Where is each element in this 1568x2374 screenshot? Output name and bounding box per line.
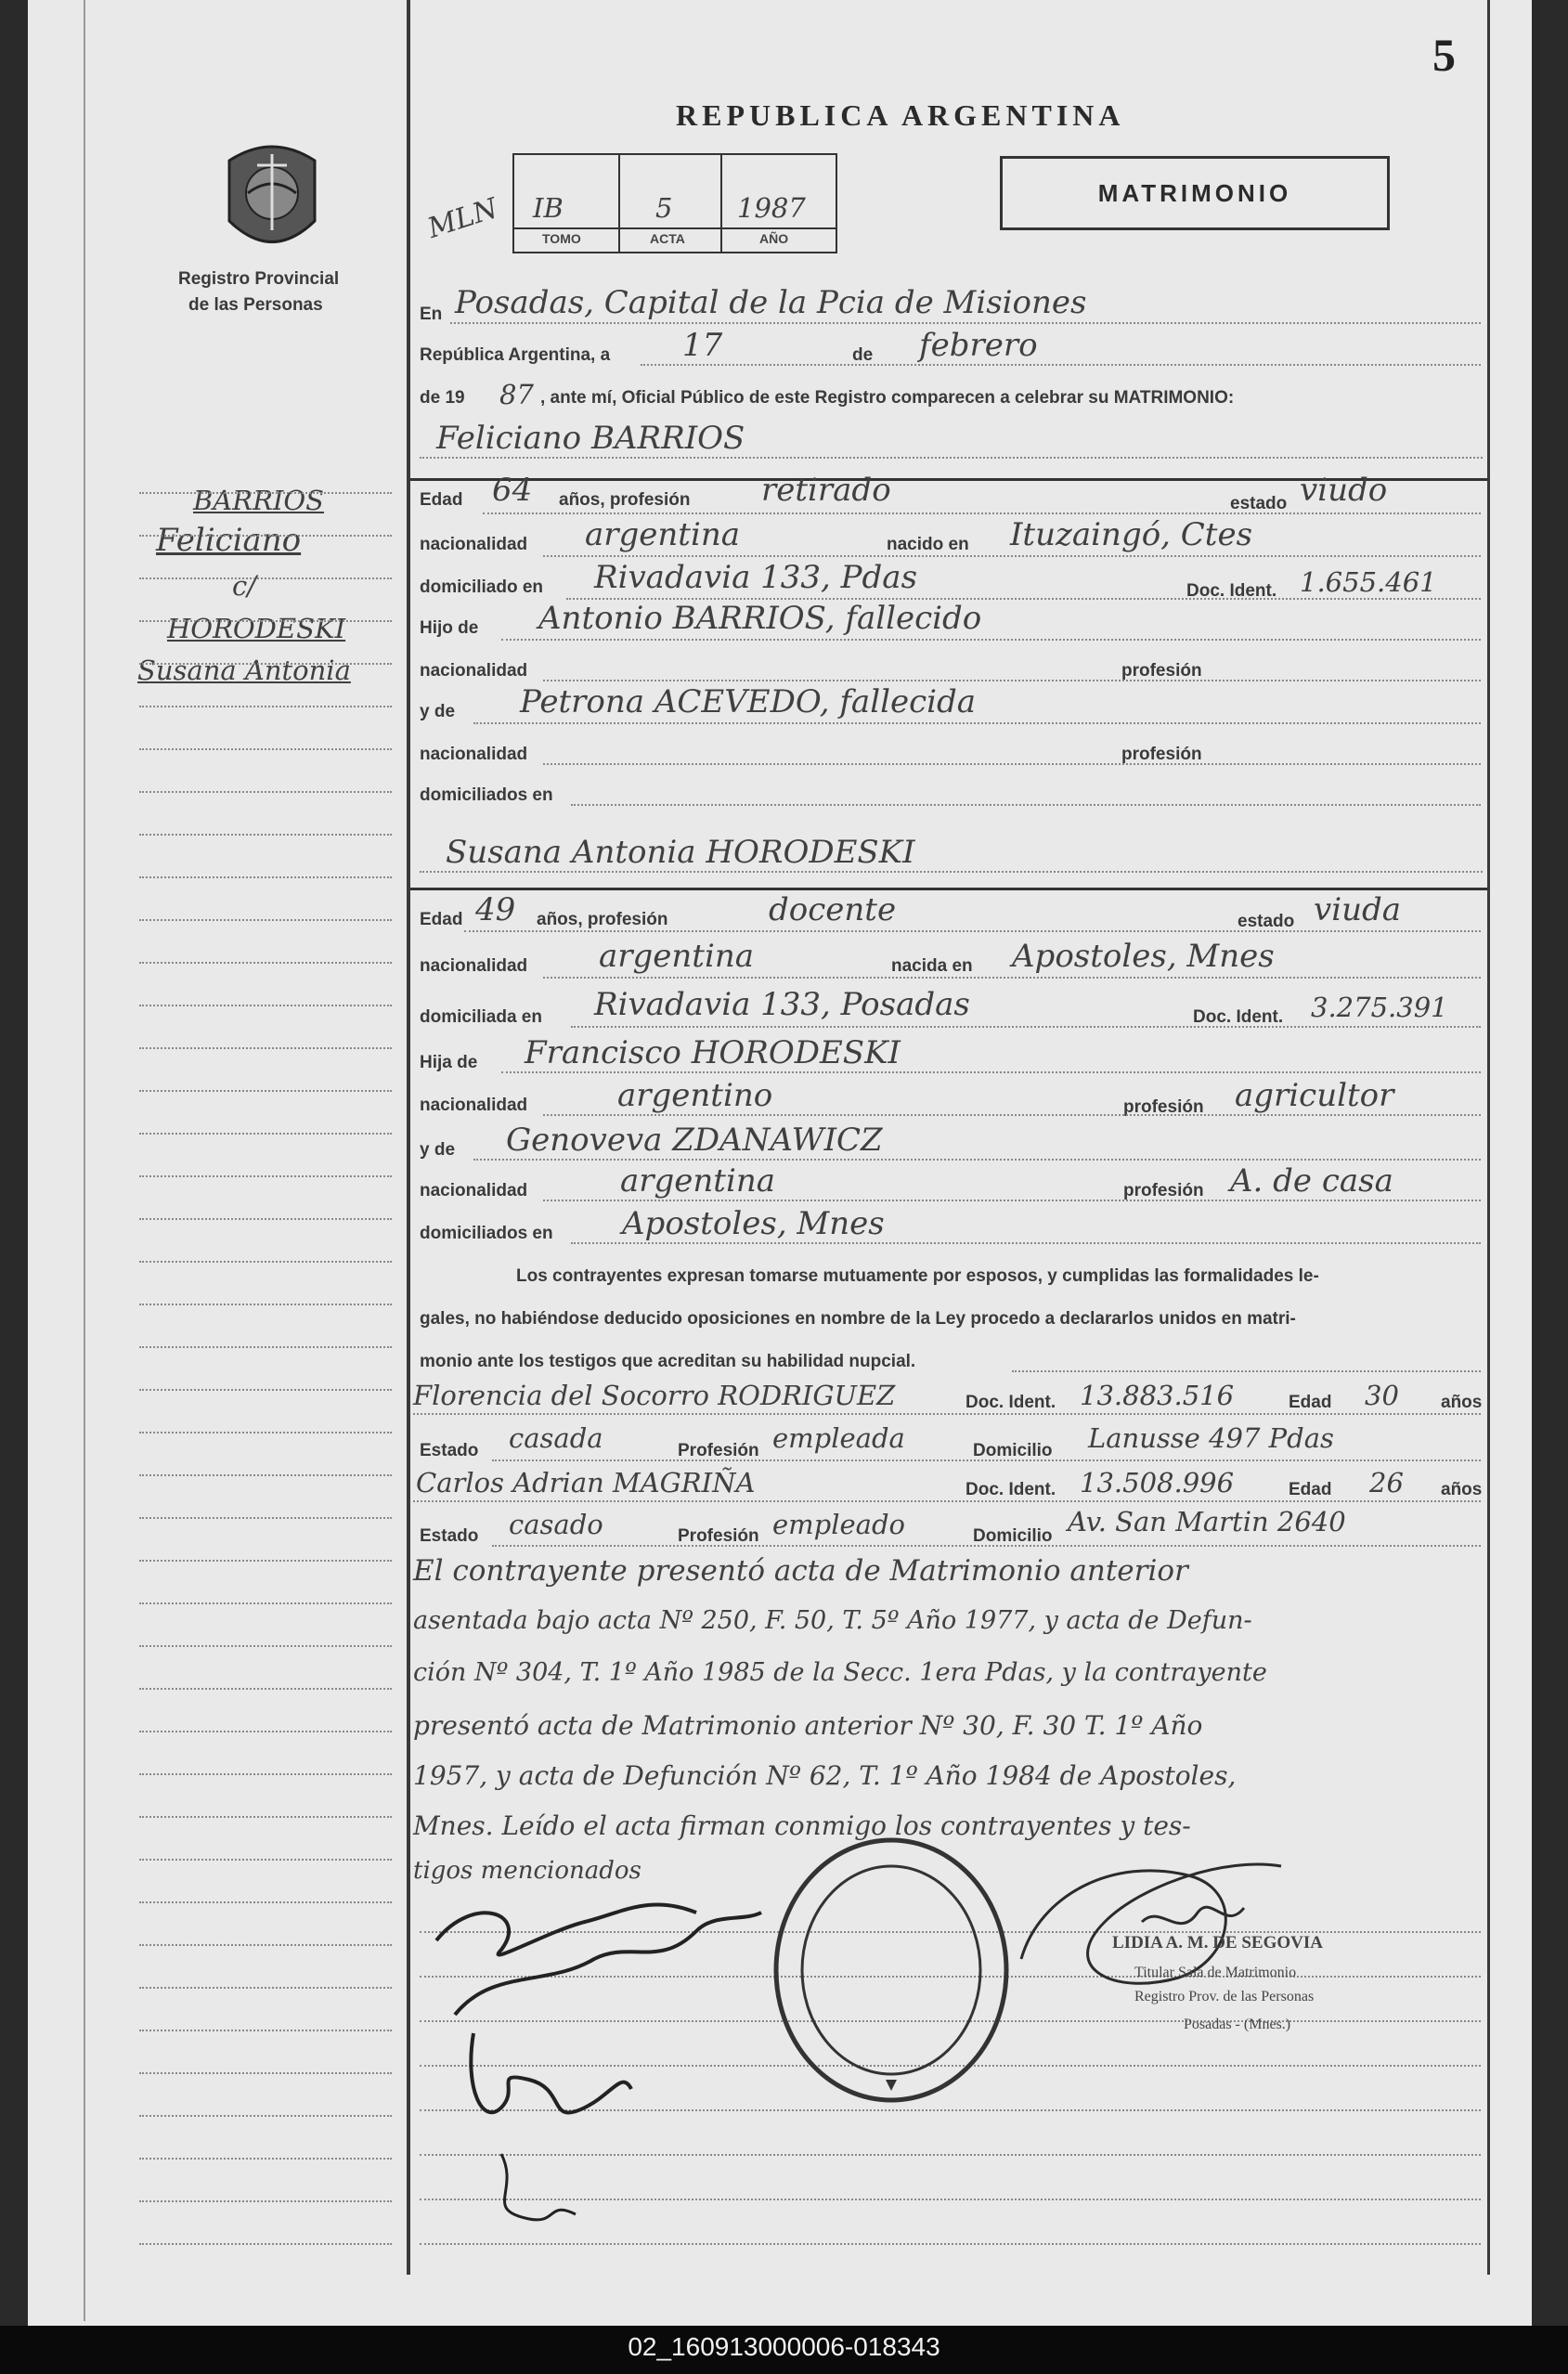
footer-id: 02_160913000006-018343 [628, 2332, 940, 2361]
witness2-edad-label: Edad [1289, 1480, 1332, 1499]
bride-domiciliados-label: domiciliados en [420, 1224, 553, 1243]
margin-ruled-line [139, 2243, 392, 2245]
witness2-anos-label: años [1441, 1480, 1483, 1499]
bride-padre-prof: agricultor [1235, 1077, 1394, 1114]
witness1-prof-label: Profesión [678, 1441, 759, 1460]
margin-ruled-line [139, 577, 392, 579]
bride-edad: 49 [475, 891, 516, 928]
margin-ruled-line [139, 2030, 392, 2031]
note-line-6: Mnes. Leído el acta firman conmigo los contrayentes y tes- [413, 1810, 1191, 1841]
margin-ruled-line [139, 1944, 392, 1946]
note-line-5: 1957, y acta de Defunción Nº 62, T. 1º Año 1984 de Apostoles, [413, 1760, 1237, 1791]
margin-ruled-line [139, 1517, 392, 1519]
groom-prof-label: años, profesión [559, 490, 691, 510]
margin-ruled-line [139, 962, 392, 964]
margin-ruled-line [139, 1261, 392, 1263]
margin-ruled-line [139, 1816, 392, 1818]
margin-ruled-line [139, 1987, 392, 1989]
bride-padre-nac-label: nacionalidad [420, 1096, 528, 1115]
intro-year-prefix: de 19 [420, 388, 465, 408]
tomo-label: TOMO [542, 231, 581, 246]
bride-hija-label: Hija de [420, 1053, 478, 1072]
margin-ruled-line [139, 1133, 392, 1135]
margin-ruled-line [139, 1560, 392, 1562]
margin-ruled-line [139, 706, 392, 707]
margin-ruled-line [139, 1602, 392, 1604]
witness2-estado: casado [509, 1509, 603, 1540]
witness2-estado-label: Estado [420, 1526, 479, 1546]
anio-label: AÑO [759, 231, 789, 246]
margin-ruled-line [139, 1047, 392, 1049]
groom-name: Feliciano BARRIOS [436, 420, 745, 457]
margin-ruled-line [139, 1218, 392, 1220]
declaration-line-2: gales, no habiéndose deducido oposiciones en nombre de la Ley procedo a declararlos unidos en matri- [420, 1309, 1296, 1329]
bride-nacionalidad: argentina [599, 938, 755, 975]
margin-ruled-line [139, 1090, 392, 1092]
note-line-2: asentada bajo acta Nº 250, F. 50, T. 5º Año 1977, y acta de Defun- [413, 1606, 1252, 1635]
margin-ruled-line [139, 1688, 392, 1690]
margin-ruled-line [139, 2200, 392, 2202]
bride-doc: 3.275.391 [1311, 992, 1448, 1023]
bride-name: Susana Antonia HORODESKI [446, 834, 915, 871]
margin-ruled-line [139, 876, 392, 878]
margin-note-5: Susana Antonia [137, 655, 351, 686]
bride-yde-label: y de [420, 1140, 456, 1160]
bride-profesion: docente [769, 891, 897, 928]
witness1-doc-label: Doc. Ident. [965, 1393, 1056, 1412]
groom-madre-nac-label: nacionalidad [420, 745, 528, 764]
intro-de-label: de [852, 345, 874, 365]
margin-ruled-line [139, 1731, 392, 1732]
margin-ruled-line [139, 1859, 392, 1861]
groom-nac-label: nacionalidad [420, 535, 528, 554]
witness2-doc-label: Doc. Ident. [965, 1480, 1056, 1499]
groom-estado-label: estado [1230, 494, 1288, 513]
witness2-edad: 26 [1369, 1467, 1404, 1498]
intro-year-suffix: 87 [499, 379, 534, 410]
witness1-dom-label: Domicilio [973, 1441, 1053, 1460]
note-line-3: ción Nº 304, T. 1º Año 1985 de la Secc. 1era Pdas, y la contrayente [413, 1658, 1267, 1687]
bride-nac-label: nacionalidad [420, 956, 528, 976]
margin-ruled-line [139, 1304, 392, 1305]
bride-doc-label: Doc. Ident. [1193, 1007, 1284, 1027]
note-line-4: presentó acta de Matrimonio anterior Nº 30, F. 30 T. 1º Año [413, 1710, 1203, 1741]
bride-madre-prof: A. de casa [1230, 1162, 1393, 1200]
acta-value: 5 [655, 192, 673, 224]
witness1-edad-label: Edad [1289, 1393, 1332, 1412]
groom-profesion: retirado [761, 472, 891, 509]
bride-madre-nac: argentina [620, 1162, 776, 1200]
anio-value: 1987 [737, 192, 806, 224]
witness1-domicilio: Lanusse 497 Pdas [1088, 1422, 1334, 1454]
intro-text: , ante mí, Oficial Público de este Registro comparecen a celebrar su MATRIMONIO: [540, 388, 1235, 408]
bride-padre-nac: argentino [617, 1077, 773, 1114]
tomo-value: IB [533, 192, 564, 224]
margin-ruled-line [139, 535, 392, 537]
intro-day: 17 [682, 327, 723, 364]
margin-ruled-line [139, 1645, 392, 1647]
groom-yde-label: y de [420, 702, 456, 721]
declaration-line-1: Los contrayentes expresan tomarse mutuamente por esposos, y cumplidas las formalidades le- [516, 1266, 1319, 1286]
bride-madre: Genoveva ZDANAWICZ [506, 1122, 883, 1159]
groom-padre: Antonio BARRIOS, fallecido [538, 600, 982, 637]
groom-padre-prof-label: profesión [1121, 661, 1202, 681]
margin-ruled-line [139, 1389, 392, 1391]
official-stamp [769, 1831, 1015, 2109]
groom-nacido: Ituzaingó, Ctes [1010, 516, 1253, 553]
groom-madre: Petrona ACEVEDO, fallecida [520, 683, 977, 720]
record-type-label: MATRIMONIO [1097, 179, 1292, 207]
margin-ruled-line [139, 1474, 392, 1476]
witness1-doc: 13.883.516 [1080, 1380, 1235, 1411]
margin-note-1: BARRIOS [193, 485, 325, 516]
groom-domicilio: Rivadavia 133, Pdas [594, 559, 918, 596]
page-edge-shadow [84, 0, 85, 2321]
bride-nacida: Apostoles, Mnes [1012, 938, 1275, 975]
margin-ruled-line [139, 1346, 392, 1348]
bride-edad-label: Edad [420, 910, 463, 929]
margin-ruled-line [139, 748, 392, 750]
margin-ruled-line [139, 620, 392, 622]
witness1-profesion: empleada [772, 1422, 905, 1454]
witness1-estado: casada [509, 1422, 603, 1454]
margin-ruled-line [139, 2115, 392, 2117]
margin-ruled-line [139, 492, 392, 494]
right-frame-rule [1487, 0, 1490, 2275]
record-type-box [1000, 156, 1390, 230]
margin-ruled-line [139, 2072, 392, 2074]
margin-ruled-line [139, 1175, 392, 1177]
groom-estado: viudo [1300, 472, 1388, 509]
margin-note-3: c/ [232, 570, 257, 602]
note-line-1: El contrayente presentó acta de Matrimonio anterior [413, 1554, 1188, 1588]
margin-ruled-line [139, 2158, 392, 2160]
intro-en-label: En [420, 305, 443, 324]
registry-label-1: Registro Provincial [178, 269, 340, 289]
groom-hijo-label: Hijo de [420, 618, 479, 638]
groom-edad-label: Edad [420, 490, 463, 510]
witness2-domicilio: Av. San Martin 2640 [1068, 1506, 1346, 1537]
bride-madre-prof-label: profesión [1123, 1181, 1204, 1200]
witness1-estado-label: Estado [420, 1441, 479, 1460]
margin-ruled-line [139, 1901, 392, 1903]
bride-estado-label: estado [1238, 912, 1295, 931]
witness2-name: Carlos Adrian MAGRIÑA [416, 1467, 756, 1498]
intro-month: febrero [919, 327, 1038, 364]
officer-line-1: LIDIA A. M. DE SEGOVIA [1112, 1933, 1323, 1952]
bride-signature [446, 2015, 650, 2238]
bride-domicilio: Rivadavia 133, Posadas [594, 986, 970, 1023]
groom-edad: 64 [492, 472, 533, 509]
margin-ruled-line [139, 663, 392, 665]
margin-ruled-line [139, 834, 392, 836]
bride-nacida-label: nacida en [891, 956, 973, 976]
groom-doc-label: Doc. Ident. [1186, 581, 1277, 601]
officer-line-3: Registro Prov. de las Personas [1134, 1989, 1315, 2004]
margin-note-4: HORODESKI [167, 613, 346, 644]
groom-nacionalidad: argentina [585, 516, 741, 553]
intro-place: Posadas, Capital de la Pcia de Misiones [455, 284, 1087, 321]
margin-ruled-line [139, 1005, 392, 1006]
notes-ruled-line [420, 2243, 1481, 2245]
officer-line-4: Posadas - (Mnes.) [1184, 2017, 1291, 2032]
margin-ruled-line [139, 1773, 392, 1775]
country-title: REPUBLICA ARGENTINA [676, 98, 1125, 132]
groom-doc: 1.655.461 [1300, 566, 1437, 598]
margin-ruled-line [139, 791, 392, 793]
note-line-7: tigos mencionados [413, 1857, 641, 1885]
record-prefix: MLN [423, 191, 502, 246]
groom-madre-prof-label: profesión [1121, 745, 1202, 764]
witness2-doc: 13.508.996 [1080, 1467, 1235, 1498]
bride-estado: viuda [1314, 891, 1402, 928]
witness1-anos-label: años [1441, 1393, 1483, 1412]
witness2-prof-label: Profesión [678, 1526, 759, 1546]
page-number: 5 [1432, 29, 1456, 81]
margin-note-2: Feliciano [156, 522, 302, 559]
groom-nacido-label: nacido en [887, 535, 969, 554]
intro-republic-label: República Argentina, a [420, 345, 611, 365]
registry-label-2: de las Personas [188, 295, 323, 315]
acta-label: ACTA [650, 231, 685, 246]
bride-padre: Francisco HORODESKI [525, 1034, 901, 1071]
left-column-rule [407, 0, 410, 2275]
declaration-line-3: monio ante los testigos que acreditan su habilidad nupcial. [420, 1352, 916, 1371]
witness1-edad: 30 [1365, 1380, 1399, 1411]
bride-dom-label: domiciliada en [420, 1007, 542, 1027]
registry-logo [220, 137, 324, 258]
margin-ruled-line [139, 1432, 392, 1433]
bride-domiciliados: Apostoles, Mnes [622, 1205, 885, 1242]
margin-ruled-line [139, 919, 392, 921]
witness2-dom-label: Domicilio [973, 1526, 1053, 1546]
bride-madre-nac-label: nacionalidad [420, 1181, 528, 1200]
witness1-name: Florencia del Socorro RODRIGUEZ [413, 1380, 896, 1411]
groom-domiciliados-label: domiciliados en [420, 785, 553, 805]
officer-line-2: Titular Sala de Matrimonio [1134, 1965, 1297, 1980]
groom-dom-label: domiciliado en [420, 577, 544, 597]
witness2-profesion: empleado [772, 1509, 905, 1540]
groom-padre-nac-label: nacionalidad [420, 661, 528, 681]
bride-padre-prof-label: profesión [1123, 1097, 1204, 1117]
bride-prof-label: años, profesión [537, 910, 668, 929]
record-number-box [512, 153, 837, 253]
